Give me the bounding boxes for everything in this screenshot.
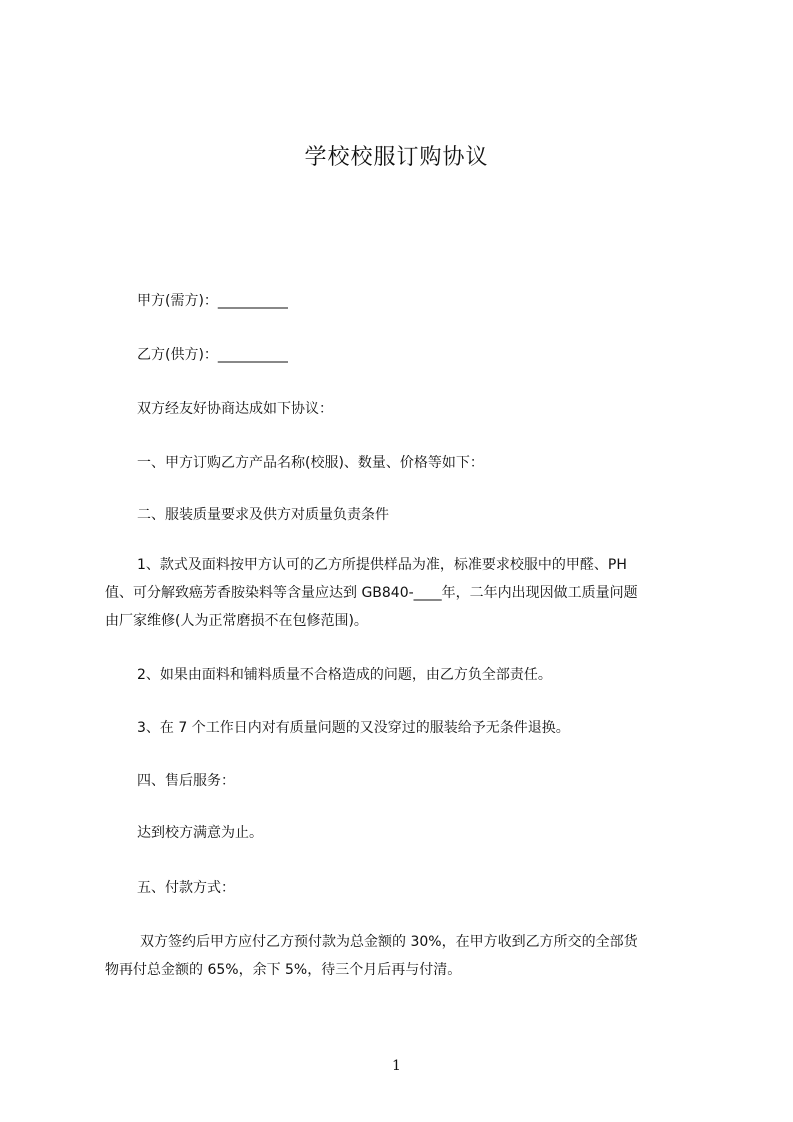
quality-item-1 [105, 551, 705, 635]
party-b-line: 乙方(供方)：__________ [137, 347, 288, 363]
section-4-heading: 四、售后服务： [137, 773, 235, 789]
intro-paragraph: 双方经友好协商达成如下协议： [137, 401, 333, 417]
quality-item-1-line: 值、可分解致癌芳香胺染料等含量应达到 GB840-____年，二年内出现因做工质量问题 [105, 585, 638, 601]
page-number: 1 [392, 1058, 401, 1074]
document-title: 学校校服订购协议 [304, 145, 489, 170]
party-a-line: 甲方(需方)：__________ [137, 293, 288, 309]
payment-paragraph [105, 928, 705, 984]
quality-item-1-line: 1、款式及面料按甲方认可的乙方所提供样品为准，标准要求校服中的甲醛、PH [137, 557, 627, 573]
quality-item-2: 2、如果由面料和铺料质量不合格造成的问题，由乙方负全部责任。 [137, 667, 552, 683]
payment-line: 物再付总金额的 65%，余下 5%，待三个月后再与付清。 [105, 962, 462, 978]
quality-item-1-line: 由厂家维修(人为正常磨损不在包修范围)。 [105, 613, 368, 629]
section-2-heading: 二、服装质量要求及供方对质量负责条件 [137, 507, 389, 523]
section-5-heading: 五、付款方式： [137, 880, 235, 896]
section-1-heading: 一、甲方订购乙方产品名称(校服)、数量、价格等如下： [137, 455, 484, 471]
after-sales-text: 达到校方满意为止。 [137, 825, 263, 841]
quality-item-3: 3、在 7 个工作日内对有质量问题的又没穿过的服装给予无条件退换。 [137, 720, 570, 736]
payment-line: 双方签约后甲方应付乙方预付款为总金额的 30%，在甲方收到乙方所交的全部货 [140, 934, 638, 950]
